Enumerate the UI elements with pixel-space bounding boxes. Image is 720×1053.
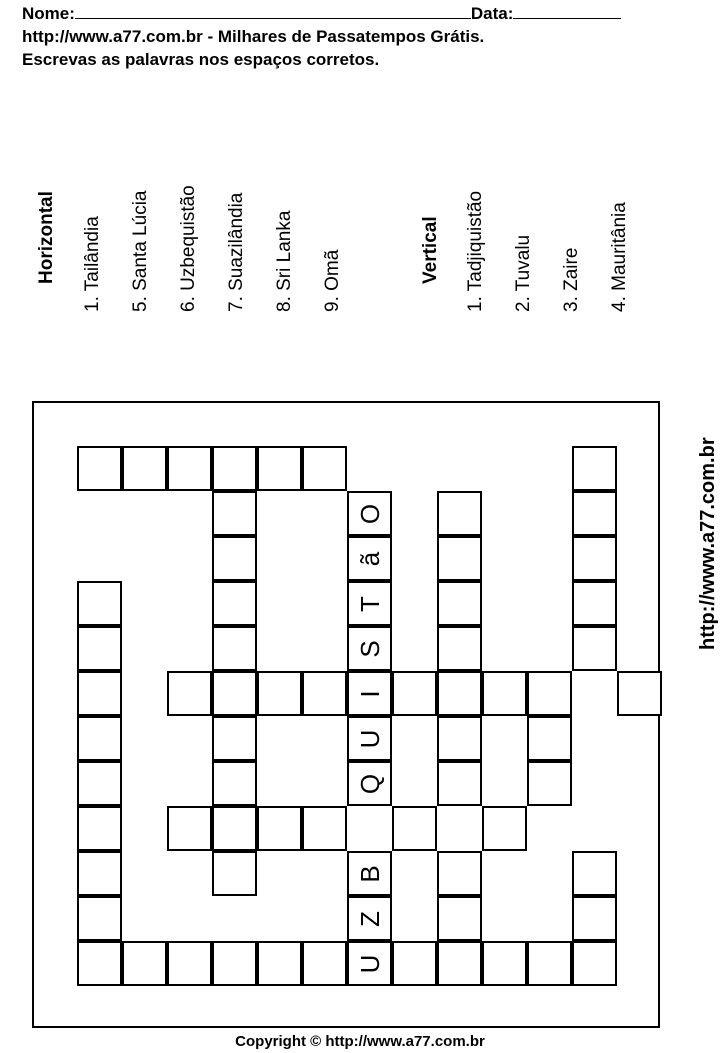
crossword-board bbox=[32, 401, 660, 1028]
date-label: Data: bbox=[470, 4, 514, 23]
cell-letter: I bbox=[354, 689, 385, 698]
cell-letter: U bbox=[354, 729, 385, 748]
vertical-clue: 2. Tuvalu bbox=[513, 234, 534, 312]
vertical-heading: Vertical bbox=[420, 216, 441, 284]
crossword-cell[interactable] bbox=[212, 806, 257, 851]
crossword-cell[interactable] bbox=[437, 671, 482, 716]
crossword-cell[interactable] bbox=[167, 941, 212, 986]
crossword-cell[interactable] bbox=[167, 671, 212, 716]
crossword-cell[interactable] bbox=[77, 896, 122, 941]
crossword-cell[interactable] bbox=[437, 941, 482, 986]
crossword-cell[interactable] bbox=[212, 671, 257, 716]
crossword-cell[interactable] bbox=[347, 581, 392, 626]
crossword-cell[interactable] bbox=[482, 806, 527, 851]
name-label: Nome: bbox=[22, 4, 75, 23]
crossword-cell[interactable] bbox=[437, 851, 482, 896]
vertical-clue: 1. Tadjiquistão bbox=[465, 190, 486, 312]
crossword-cell[interactable] bbox=[212, 716, 257, 761]
crossword-cell[interactable] bbox=[122, 941, 167, 986]
crossword-cell[interactable] bbox=[77, 446, 122, 491]
crossword-cell[interactable] bbox=[347, 626, 392, 671]
crossword-cell[interactable] bbox=[347, 671, 392, 716]
crossword-cell[interactable] bbox=[77, 941, 122, 986]
crossword-cell[interactable] bbox=[392, 941, 437, 986]
cell-letter: O bbox=[354, 503, 385, 524]
copyright: Copyright © http://www.a77.com.br bbox=[235, 1033, 485, 1050]
crossword-cell[interactable] bbox=[437, 491, 482, 536]
crossword-cell[interactable] bbox=[77, 851, 122, 896]
crossword-cell[interactable] bbox=[77, 626, 122, 671]
name-date-line bbox=[22, 3, 621, 24]
crossword-cell[interactable] bbox=[347, 761, 392, 806]
crossword-cell[interactable] bbox=[572, 581, 617, 626]
horizontal-clue: 6. Uzbequistão bbox=[178, 185, 199, 312]
cell-letter: Q bbox=[354, 773, 385, 794]
crossword-cell[interactable] bbox=[347, 851, 392, 896]
crossword-cell[interactable] bbox=[437, 626, 482, 671]
cell-letter: T bbox=[354, 595, 385, 612]
crossword-cell[interactable] bbox=[572, 491, 617, 536]
crossword-cell[interactable] bbox=[302, 941, 347, 986]
vertical-clue: 4. Mauritânia bbox=[609, 202, 630, 312]
crossword-cell[interactable] bbox=[572, 851, 617, 896]
horizontal-heading: Horizontal bbox=[36, 191, 57, 284]
crossword-cell[interactable] bbox=[122, 446, 167, 491]
crossword-cell[interactable] bbox=[572, 536, 617, 581]
horizontal-clue: 5. Santa Lúcia bbox=[130, 190, 151, 312]
site-line: http://www.a77.com.br - Milhares de Passatempos Grátis. bbox=[22, 27, 485, 46]
crossword-cell[interactable] bbox=[572, 896, 617, 941]
cell-letter: B bbox=[354, 864, 385, 883]
crossword-cell[interactable] bbox=[347, 491, 392, 536]
crossword-cell[interactable] bbox=[302, 806, 347, 851]
instructions: Escrevas as palavras nos espaços corretos. bbox=[22, 50, 380, 69]
name-blank[interactable] bbox=[75, 3, 471, 19]
cell-letter: U bbox=[354, 954, 385, 973]
crossword-cell[interactable] bbox=[212, 626, 257, 671]
crossword-cell[interactable] bbox=[392, 671, 437, 716]
crossword-cell[interactable] bbox=[347, 536, 392, 581]
crossword-cell[interactable] bbox=[77, 806, 122, 851]
crossword-cell[interactable] bbox=[77, 716, 122, 761]
crossword-cell[interactable] bbox=[572, 626, 617, 671]
crossword-cell[interactable] bbox=[527, 716, 572, 761]
horizontal-clue: 8. Sri Lanka bbox=[274, 210, 295, 312]
crossword-cell[interactable] bbox=[437, 896, 482, 941]
crossword-cell[interactable] bbox=[302, 446, 347, 491]
crossword-cell[interactable] bbox=[437, 716, 482, 761]
cell-letter: S bbox=[354, 639, 385, 658]
crossword-cell[interactable] bbox=[437, 536, 482, 581]
crossword-cell[interactable] bbox=[212, 536, 257, 581]
crossword-cell[interactable] bbox=[212, 581, 257, 626]
crossword-cell[interactable] bbox=[572, 446, 617, 491]
crossword-cell[interactable] bbox=[527, 761, 572, 806]
crossword-cell[interactable] bbox=[437, 761, 482, 806]
crossword-cell[interactable] bbox=[212, 851, 257, 896]
date-blank[interactable] bbox=[513, 3, 621, 19]
crossword-cell[interactable] bbox=[347, 896, 392, 941]
crossword-cell[interactable] bbox=[527, 941, 572, 986]
side-url: http://www.a77.com.br bbox=[697, 437, 719, 650]
cell-letter: Z bbox=[354, 910, 385, 927]
crossword-cell[interactable] bbox=[77, 581, 122, 626]
crossword-cell[interactable] bbox=[482, 671, 527, 716]
crossword-cell[interactable] bbox=[257, 671, 302, 716]
cell-letter: ã bbox=[354, 551, 385, 566]
crossword-cell[interactable] bbox=[392, 806, 437, 851]
crossword-cell[interactable] bbox=[212, 761, 257, 806]
crossword-cell[interactable] bbox=[257, 806, 302, 851]
crossword-cell[interactable] bbox=[347, 716, 392, 761]
horizontal-clue: 7. Suazilândia bbox=[226, 192, 247, 312]
crossword-cell[interactable] bbox=[167, 806, 212, 851]
crossword-cell[interactable] bbox=[212, 941, 257, 986]
crossword-cell[interactable] bbox=[302, 671, 347, 716]
horizontal-clue: 1. Tailândia bbox=[82, 216, 103, 312]
crossword-cell[interactable] bbox=[77, 671, 122, 716]
crossword-cell[interactable] bbox=[212, 491, 257, 536]
horizontal-clue: 9. Omã bbox=[322, 249, 343, 312]
crossword-cell[interactable] bbox=[257, 446, 302, 491]
crossword-cell[interactable] bbox=[437, 581, 482, 626]
crossword-cell[interactable] bbox=[212, 446, 257, 491]
crossword-cell[interactable] bbox=[572, 941, 617, 986]
crossword-cell[interactable] bbox=[527, 671, 572, 716]
crossword-cell[interactable] bbox=[77, 761, 122, 806]
crossword-cell[interactable] bbox=[167, 446, 212, 491]
crossword-cell[interactable] bbox=[482, 941, 527, 986]
crossword-cell[interactable] bbox=[617, 671, 662, 716]
vertical-clue: 3. Zaire bbox=[561, 247, 582, 312]
crossword-cell[interactable] bbox=[347, 941, 392, 986]
crossword-cell[interactable] bbox=[257, 941, 302, 986]
